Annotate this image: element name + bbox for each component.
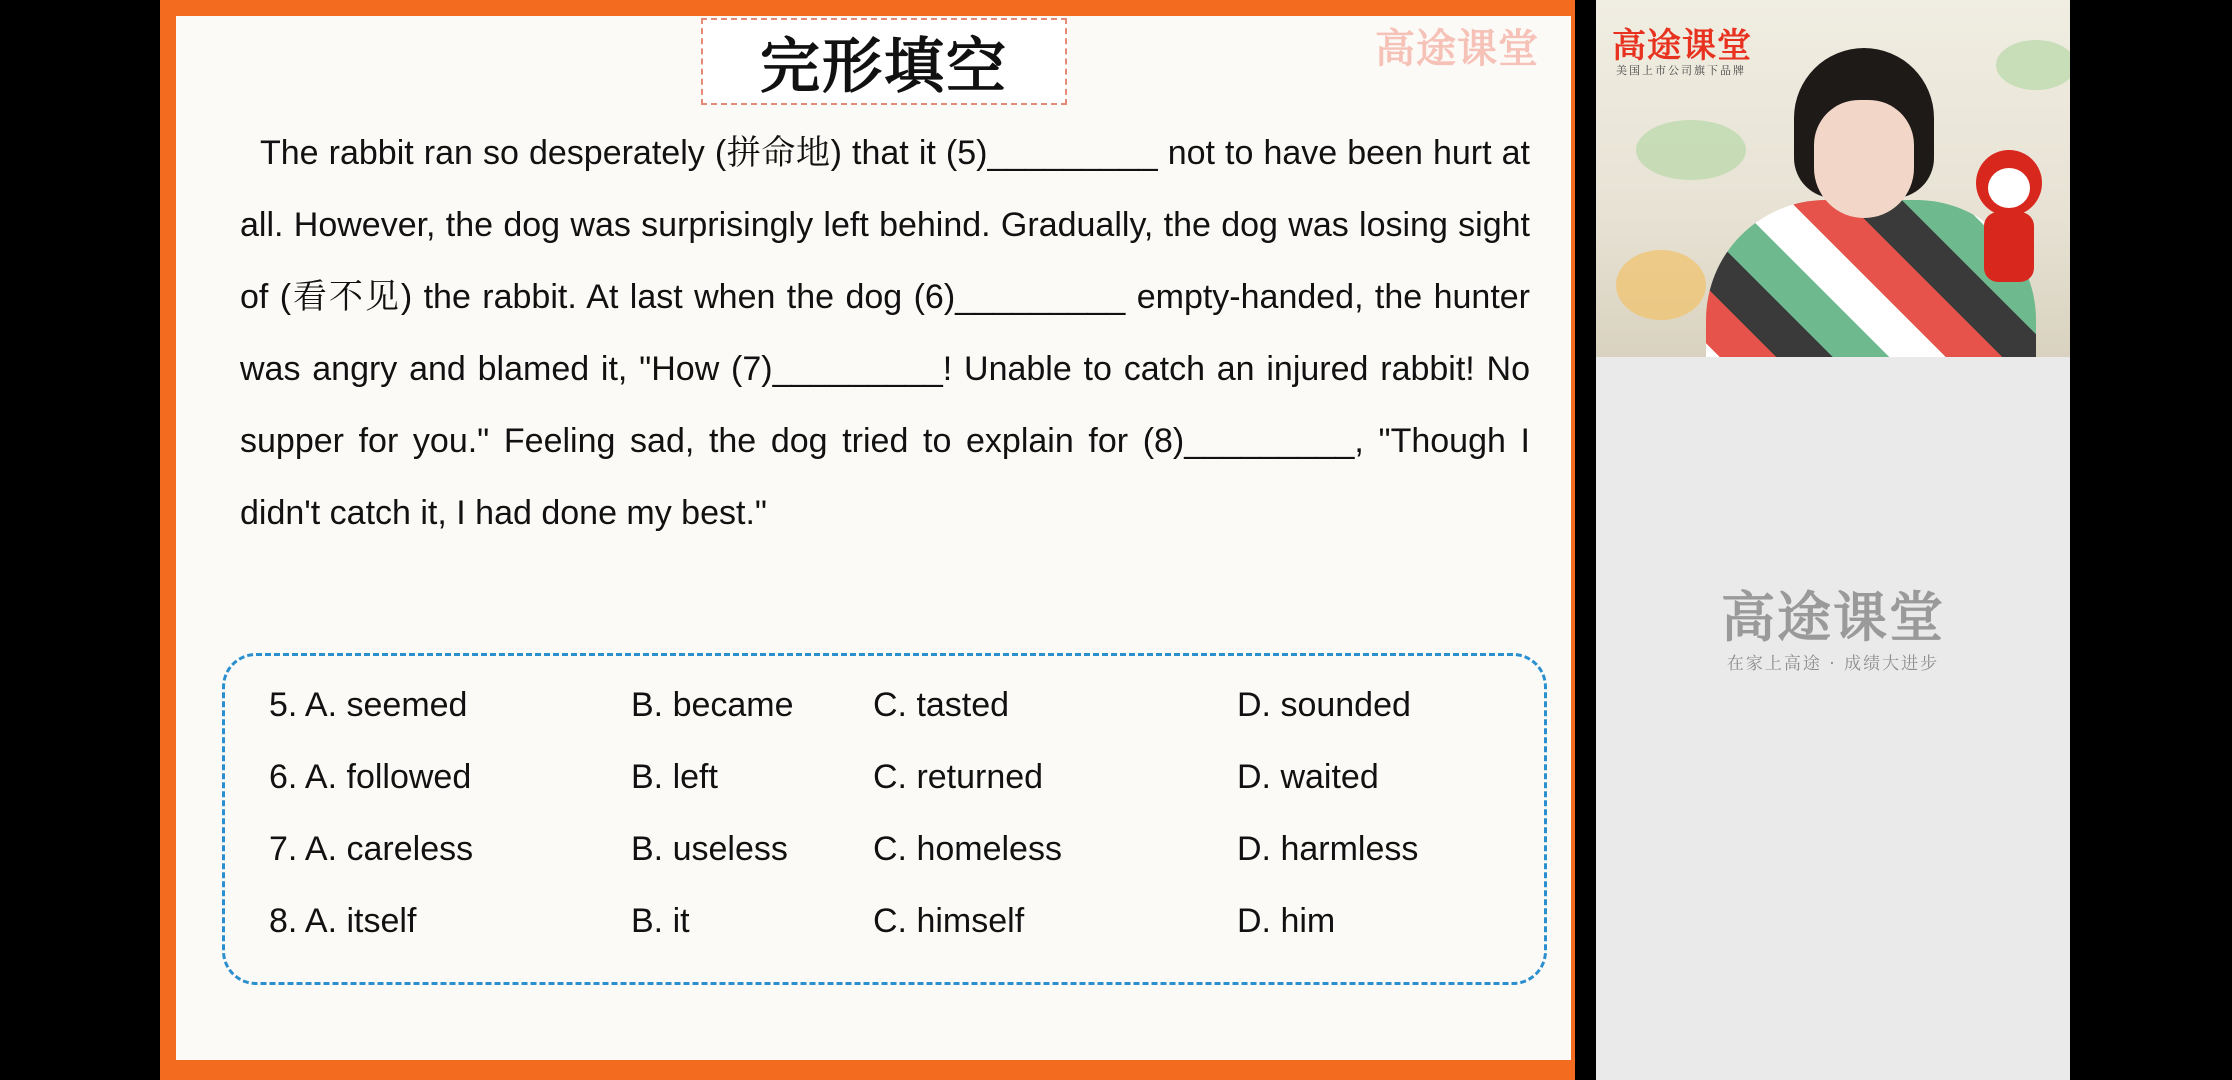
background-leaf [1996,40,2070,90]
mascot-body [1984,212,2034,282]
option-7c: C. homeless [873,830,1062,868]
option-7a: 7. A. careless [269,830,474,868]
mascot-figure [1966,150,2052,290]
option-5c: C. tasted [873,686,1010,724]
option-7d: D. harmless [1237,830,1419,868]
option-8b: B. it [631,902,690,940]
option-8d: D. him [1237,902,1336,940]
passage [240,117,1530,549]
option-row-7 [225,830,1544,890]
passage-text: The rabbit ran so desperately (拼命地) that it (5)_________ not to have been hurt at all. However, the dog was surprisingly left behind. Gradually, the dog was losing sight of (看不见) the rabbit. At last when the dog (6)_________ empty-handed, the hunter was angry and blamed it, "How (7)_________! Unable to catch an injured rabbit! No supper for you." Feeling sad, the dog tried to explain for (8)_________, "Though I didn't catch it, I had done my best." [240,134,1530,532]
background-leaf [1636,120,1746,180]
option-7b: B. useless [631,830,788,868]
option-5d: D. sounded [1237,686,1411,724]
teacher-video[interactable] [1596,0,2070,357]
side-slogan: 在家上高途 · 成绩大进步 [1726,654,1940,674]
video-brand-logo: 高途课堂 [1612,26,1752,66]
side-panel [1596,357,2070,1080]
option-6a: 6. A. followed [269,758,472,796]
background-leaf [1616,250,1706,320]
mascot-face [1988,168,2030,208]
option-row-6 [225,758,1544,818]
option-6b: B. left [631,758,718,796]
option-6c: C. returned [873,758,1044,796]
option-5b: B. became [631,686,794,724]
side-brand-logo: 高途课堂 [1721,586,1945,649]
option-5a: 5. A. seemed [269,686,468,724]
brand-watermark: 高途课堂 [1375,26,1539,72]
option-6d: D. waited [1237,758,1379,796]
options-box [222,653,1547,985]
option-8a: 8. A. itself [269,902,417,940]
option-row-5 [225,686,1544,746]
slide-title: 完形填空 [760,31,1008,102]
teacher-face [1814,100,1914,218]
option-8c: C. himself [873,902,1025,940]
video-brand-subtitle: 美国上市公司旗下品牌 [1616,65,1746,77]
option-row-8 [225,902,1544,962]
slide-title-box [701,18,1067,105]
